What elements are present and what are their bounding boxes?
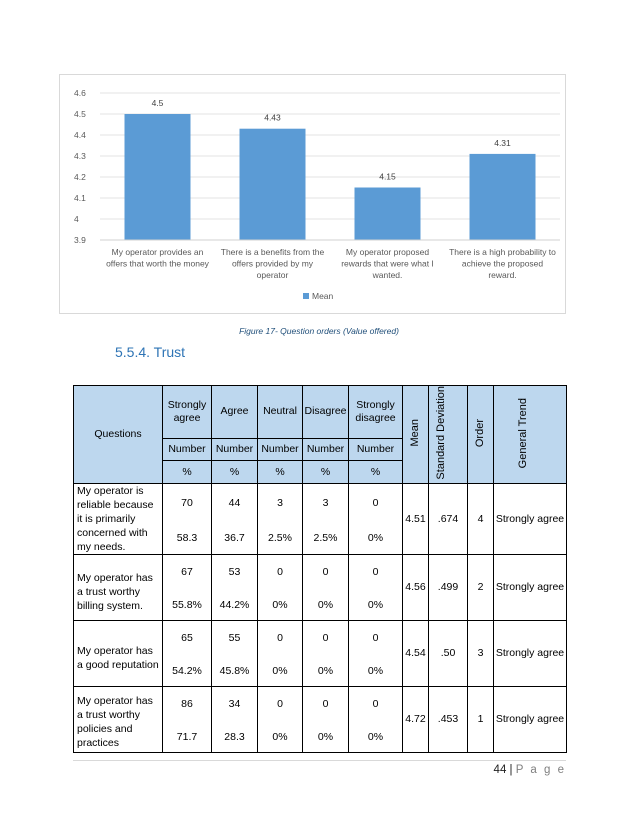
percent-cell: 2.5% xyxy=(303,522,349,554)
bar-value-label: 4.31 xyxy=(494,137,511,148)
order-cell: 3 xyxy=(468,620,494,686)
legend-label: Mean xyxy=(312,291,334,301)
x-category-line: My operator provides an xyxy=(111,247,204,257)
trend-cell: Strongly agree xyxy=(494,483,567,554)
header-percent: % xyxy=(212,461,258,483)
count-cell: 0 xyxy=(349,554,403,590)
chart-svg xyxy=(60,75,567,315)
mean-cell: 4.72 xyxy=(403,686,429,752)
count-cell: 67 xyxy=(163,554,212,590)
header-number: Number xyxy=(258,438,303,460)
count-cell: 44 xyxy=(212,483,258,522)
x-category-line: rewards that were what I xyxy=(341,258,434,269)
percent-cell: 2.5% xyxy=(258,522,303,554)
count-cell: 65 xyxy=(163,620,212,656)
count-cell: 0 xyxy=(258,620,303,656)
header-number: Number xyxy=(163,438,212,460)
footer-divider xyxy=(73,760,566,761)
percent-cell: 55.8% xyxy=(163,590,212,620)
trend-cell: Strongly agree xyxy=(494,620,567,686)
percent-cell: 44.2% xyxy=(212,590,258,620)
x-category-label xyxy=(106,247,210,269)
count-cell: 3 xyxy=(303,483,349,522)
y-tick-label: 4 xyxy=(74,214,79,224)
percent-cell: 0% xyxy=(258,722,303,752)
percent-cell: 28.3 xyxy=(212,722,258,752)
percent-cell: 0% xyxy=(349,522,403,554)
percent-cell: 0% xyxy=(349,590,403,620)
std-cell: .50 xyxy=(429,620,468,686)
percent-cell: 71.7 xyxy=(163,722,212,752)
count-cell: 86 xyxy=(163,686,212,722)
figure-caption: Figure 17- Question orders (Value offered) xyxy=(239,326,399,336)
x-category-line: There is a benefits from the xyxy=(220,247,325,257)
x-category-label xyxy=(449,247,556,280)
std-cell: .453 xyxy=(429,686,468,752)
x-category-line: operator xyxy=(256,270,289,280)
count-cell: 0 xyxy=(349,620,403,656)
order-cell: 2 xyxy=(468,554,494,620)
x-category-line: offers that worth the money xyxy=(106,258,209,269)
x-category-line: My operator proposed xyxy=(345,247,430,257)
percent-cell: 0% xyxy=(303,590,349,620)
bar xyxy=(470,154,536,240)
header-percent: % xyxy=(303,461,349,483)
x-category-line: wanted. xyxy=(372,270,403,280)
y-tick-label: 4.2 xyxy=(74,172,86,182)
y-tick-label: 4.5 xyxy=(74,109,86,119)
mean-cell: 4.54 xyxy=(403,620,429,686)
trend-cell: Strongly agree xyxy=(494,686,567,752)
y-tick-label: 4.3 xyxy=(74,151,86,161)
bar xyxy=(240,129,306,240)
header-strongly-disagree: Strongly disagree xyxy=(349,386,403,439)
percent-cell: 54.2% xyxy=(163,656,212,686)
count-cell: 0 xyxy=(303,686,349,722)
count-cell: 0 xyxy=(303,554,349,590)
header-disagree: Disagree xyxy=(303,386,349,439)
question-cell: My operator has a trust worthy policies and practices xyxy=(74,686,163,752)
y-tick-label: 4.6 xyxy=(74,88,86,98)
count-cell: 0 xyxy=(349,686,403,722)
order-cell: 1 xyxy=(468,686,494,752)
x-category-label xyxy=(341,247,434,280)
count-cell: 0 xyxy=(258,554,303,590)
trust-table xyxy=(73,385,567,753)
percent-cell: 58.3 xyxy=(163,522,212,554)
y-tick-label: 3.9 xyxy=(74,235,86,245)
page-number: 44 xyxy=(493,764,507,776)
percent-cell: 0% xyxy=(349,722,403,752)
page-footer xyxy=(494,764,566,776)
header-percent: % xyxy=(163,461,212,483)
count-cell: 55 xyxy=(212,620,258,656)
x-category-line: reward. xyxy=(488,270,517,280)
header-neutral: Neutral xyxy=(258,386,303,439)
question-cell: My operator has a good reputation xyxy=(74,620,163,686)
count-cell: 3 xyxy=(258,483,303,522)
question-cell: My operator is reliable because it is primarily concerned with my needs. xyxy=(74,483,163,554)
count-cell: 70 xyxy=(163,483,212,522)
percent-cell: 0% xyxy=(258,656,303,686)
header-number: Number xyxy=(349,438,403,460)
trend-cell: Strongly agree xyxy=(494,554,567,620)
header-number: Number xyxy=(303,438,349,460)
header-questions: Questions xyxy=(74,386,163,484)
bar xyxy=(125,114,191,240)
std-cell: .674 xyxy=(429,483,468,554)
section-heading: 5.5.4. Trust xyxy=(115,344,186,360)
legend-swatch xyxy=(303,293,309,299)
count-cell: 0 xyxy=(258,686,303,722)
count-cell: 34 xyxy=(212,686,258,722)
header-percent: % xyxy=(258,461,303,483)
footer-separator: | xyxy=(509,764,513,776)
header-number: Number xyxy=(212,438,258,460)
x-category-line: achieve the proposed xyxy=(461,258,544,269)
percent-cell: 45.8% xyxy=(212,656,258,686)
header-agree: Agree xyxy=(212,386,258,439)
count-cell: 53 xyxy=(212,554,258,590)
header-order: Order xyxy=(468,386,494,484)
percent-cell: 0% xyxy=(303,722,349,752)
y-tick-label: 4.4 xyxy=(74,130,86,140)
std-cell: .499 xyxy=(429,554,468,620)
mean-cell: 4.51 xyxy=(403,483,429,554)
percent-cell: 36.7 xyxy=(212,522,258,554)
header-std: Standard Deviation xyxy=(429,386,468,484)
x-category-line: There is a high probability to xyxy=(449,247,556,257)
bar xyxy=(355,188,421,241)
y-tick-label: 4.1 xyxy=(74,193,86,203)
bar-value-label: 4.15 xyxy=(379,171,396,182)
percent-cell: 0% xyxy=(349,656,403,686)
bar-chart xyxy=(59,74,566,314)
order-cell: 4 xyxy=(468,483,494,554)
bar-value-label: 4.43 xyxy=(264,112,281,123)
header-strongly-agree: Strongly agree xyxy=(163,386,212,439)
header-mean: Mean xyxy=(403,386,429,484)
percent-cell: 0% xyxy=(303,656,349,686)
count-cell: 0 xyxy=(303,620,349,656)
x-category-label xyxy=(221,247,325,280)
page-word: P a g e xyxy=(515,764,566,776)
mean-cell: 4.56 xyxy=(403,554,429,620)
x-category-line: offers provided by my xyxy=(231,258,314,269)
bar-value-label: 4.5 xyxy=(151,98,164,108)
percent-cell: 0% xyxy=(258,590,303,620)
header-percent: % xyxy=(349,461,403,483)
question-cell: My operator has a trust worthy billing system. xyxy=(74,554,163,620)
header-trend: General Trend xyxy=(494,386,567,484)
count-cell: 0 xyxy=(349,483,403,522)
